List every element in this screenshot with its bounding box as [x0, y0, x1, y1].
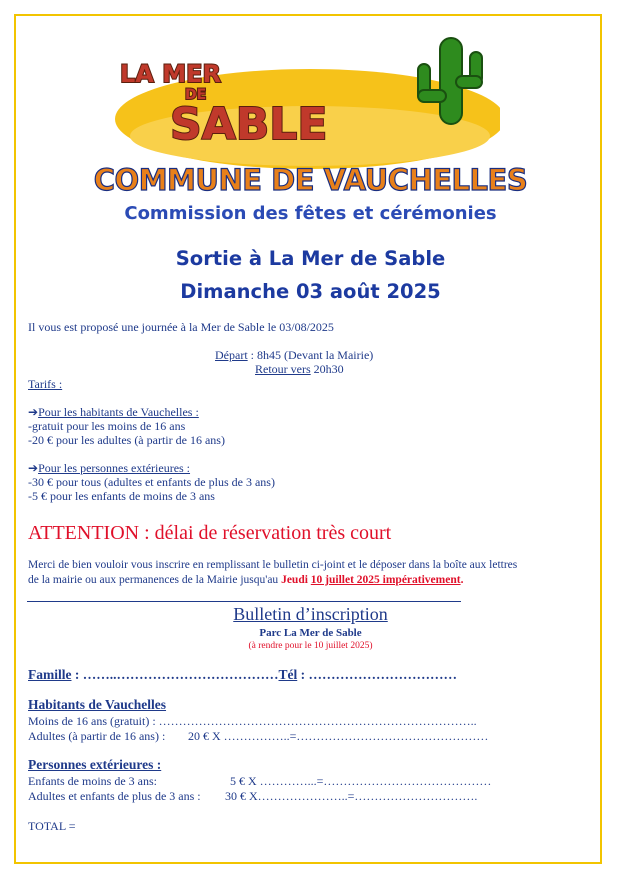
depart-label: Départ [215, 348, 248, 362]
exterieures-section-title: Personnes extérieures : [28, 757, 162, 772]
tarif-habitants-heading [28, 405, 199, 419]
tarif-habitants-line: -gratuit pour les moins de 16 ans [28, 419, 186, 433]
arrow-right-icon: ➔ [28, 461, 39, 475]
tarif-exterieurs-line: -30 € pour tous (adultes et enfants de plus de 3 ans) [28, 475, 275, 489]
logo-text-sable: SABLE [170, 99, 328, 150]
merci-line-2 [28, 573, 463, 587]
retour-line [255, 362, 344, 376]
depart-line [215, 348, 373, 362]
bulletin-subtitle: Parc La Mer de Sable [259, 627, 362, 639]
moins16-line[interactable]: Moins de 16 ans (gratuit) : …………………………………………………………………….. [28, 714, 477, 728]
arrow-right-icon: ➔ [28, 405, 39, 419]
famille-label: Famille [28, 667, 72, 682]
plus3-label: Adultes et enfants de plus de 3 ans : [28, 789, 201, 803]
attention-banner: ATTENTION : délai de réservation très court [28, 522, 392, 544]
tarif-exterieurs-heading [28, 461, 190, 475]
merci-line-2-prefix: de la mairie ou aux permanences de la Mairie jusqu'au [28, 574, 282, 586]
event-title: Sortie à La Mer de Sable [175, 247, 446, 270]
total-line[interactable]: TOTAL = [28, 819, 76, 833]
bulletin-title: Bulletin d’inscription [233, 604, 388, 624]
depart-value: : 8h45 (Devant la Mairie) [247, 348, 374, 362]
commission-subtitle: Commission des fêtes et cérémonies [124, 203, 497, 224]
intro-text: Il vous est proposé une journée à la Mer de Sable le 03/08/2025 [28, 320, 334, 334]
bulletin-note: (à rendre pour le 10 juillet 2025) [248, 641, 373, 651]
deadline-end: . [460, 574, 464, 586]
famille-field [28, 667, 457, 683]
tarif-exterieurs-line: -5 € pour les enfants de moins de 3 ans [28, 489, 215, 503]
mer-de-sable-logo [100, 24, 500, 184]
separator-line [27, 601, 461, 602]
adultes-price-line[interactable]: 20 € X ……………..=………………………………………… [188, 729, 489, 743]
retour-value: 20h30 [310, 362, 344, 376]
deadline-day: Jeudi [281, 574, 311, 586]
deadline-date: 10 juillet 2025 impérativement [310, 574, 461, 586]
retour-label: Retour vers [255, 362, 311, 376]
plus3-price-line[interactable]: 30 € X…………………..=…………………………. [225, 789, 478, 803]
enfants3-price-line[interactable]: 5 € X …………...=…………………………………… [230, 774, 492, 788]
tel-input-line[interactable]: : …………………………… [297, 667, 457, 682]
logo-text-de: DE [185, 87, 207, 103]
enfants3-label: Enfants de moins de 3 ans: [28, 774, 157, 788]
adultes-label: Adultes (à partir de 16 ans) : [28, 729, 166, 743]
tarif-exterieurs-title: Pour les personnes extérieures : [38, 461, 191, 475]
tarif-habitants-title: Pour les habitants de Vauchelles : [38, 405, 199, 419]
merci-line-1: Merci de bien vouloir vous inscrire en remplissant le bulletin ci-joint et le déposer dans la boîte aux lettres [28, 559, 518, 571]
famille-input-line[interactable]: : ……..……………………………… [71, 667, 279, 682]
tel-label: Tél [278, 667, 298, 682]
event-date: Dimanche 03 août 2025 [180, 280, 441, 303]
commune-title: COMMUNE DE VAUCHELLES [93, 163, 528, 197]
logo-text-la: LA MER [120, 60, 221, 88]
tarif-habitants-line: -20 € pour les adultes (à partir de 16 ans) [28, 433, 225, 447]
habitants-section-title: Habitants de Vauchelles [28, 697, 167, 712]
tarifs-title: Tarifs : [28, 377, 63, 391]
